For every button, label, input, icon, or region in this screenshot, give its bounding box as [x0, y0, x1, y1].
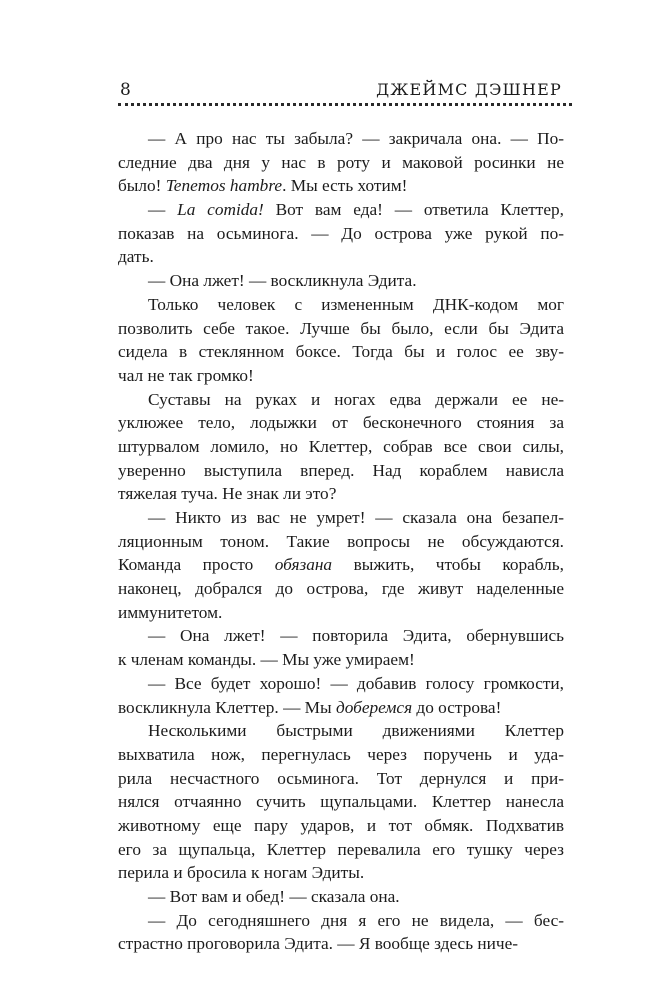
dotted-rule-divider [118, 103, 572, 106]
text-segment: чал не так громко! [118, 365, 254, 385]
text-segment: показав на осьминога. — До острова уже рукой по- [118, 223, 564, 243]
text-line [118, 459, 564, 483]
text-segment: Вот вам еда! — ответила Клеттер, [263, 200, 564, 220]
paragraph [118, 127, 564, 198]
text-line [118, 553, 564, 577]
text-segment: ляционным тоном. Такие вопросы не обсуждаются. [118, 531, 564, 551]
text-segment: уклюжее тело, лодыжки от бесконечного стояния за [118, 413, 564, 433]
paragraph [118, 293, 564, 388]
text-line [118, 482, 564, 506]
text-segment: . Мы есть хотим! [282, 176, 408, 196]
text-line [118, 411, 564, 435]
running-head [118, 78, 570, 102]
text-segment: выжить, чтобы корабль, [332, 555, 564, 575]
text-segment: наконец, добрался до острова, где живут наделенные [118, 579, 564, 599]
text-line [118, 340, 564, 364]
text-line [118, 696, 564, 720]
text-segment: — Все будет хорошо! — добавив голосу громкости, [148, 673, 564, 693]
text-line [118, 601, 564, 625]
text-line [118, 530, 564, 554]
text-segment: штурвалом ломило, но Клеттер, собрав все свои силы, [118, 436, 564, 456]
text-segment: Суставы на руках и ногах едва держали ее не- [148, 389, 564, 409]
text-segment: — Вот вам и обед! — сказала она. [148, 887, 400, 906]
text-line [118, 222, 564, 246]
text-line [118, 364, 564, 388]
text-segment: — Никто из вас не умрет! — сказала она безапел- [148, 508, 564, 527]
text-segment: иммунитетом. [118, 602, 223, 622]
text-segment: уверенно выступила вперед. Над кораблем нависла [118, 460, 564, 480]
paragraph [118, 388, 564, 506]
text-segment: — Она лжет! — повторила Эдита, обернувшись [148, 626, 564, 646]
text-segment: животному еще пару ударов, и тот обмяк. Подхватив [118, 815, 564, 835]
text-segment: сидела в стеклянном боксе. Тогда бы и голос ее зву- [118, 342, 564, 362]
text-segment: Команда просто [118, 555, 275, 575]
text-segment: — А про нас ты забыла? — закричала она. — По- [148, 129, 564, 148]
text-segment: следние два дня у нас в роту и маковой росинки не [118, 152, 564, 172]
text-segment: — [148, 200, 178, 220]
text-segment: выхватила нож, перегнулась через поручень и уда- [118, 744, 564, 764]
italic-text: доберемся [335, 697, 413, 717]
paragraph [118, 672, 564, 719]
italic-text: обязана [274, 555, 333, 575]
text-line [118, 909, 564, 933]
page-number: 8 [120, 80, 131, 100]
text-segment: тяжелая туча. Не знак ли это? [118, 484, 337, 504]
text-line [118, 245, 564, 269]
text-line [118, 198, 564, 222]
text-line [118, 672, 564, 696]
text-line [118, 624, 564, 648]
text-line [118, 577, 564, 601]
text-segment: — До сегодняшнего дня я его не видела, — бес- [148, 910, 564, 930]
text-line [118, 885, 564, 909]
text-segment: страстно проговорила Эдита. — Я вообще здесь ниче- [118, 934, 519, 954]
text-line [118, 269, 564, 293]
text-segment: Только человек с измененным ДНК-кодом мог [148, 294, 564, 314]
text-segment: было! [118, 176, 166, 196]
text-segment: рила несчастного осьминога. Тот дернулся и при- [118, 768, 564, 788]
paragraph [118, 198, 564, 269]
text-segment: позволить себе такое. Лучше бы было, если бы Эдита [118, 318, 564, 338]
paragraph [118, 909, 564, 956]
text-line [118, 174, 564, 198]
text-segment: воскликнула Клеттер. — Мы [118, 697, 336, 717]
body-text [118, 127, 564, 956]
text-line [118, 790, 564, 814]
text-segment: перила и бросила к ногам Эдиты. [118, 863, 365, 883]
paragraph [118, 719, 564, 885]
paragraph [118, 624, 564, 671]
italic-text: Tenemos hambre [165, 176, 283, 196]
text-segment: нялся отчаянно сучить щупальцами. Клеттер нанесла [118, 792, 564, 812]
paragraph [118, 269, 564, 293]
text-line [118, 861, 564, 885]
text-line [118, 388, 564, 412]
text-segment: его за щупальца, Клеттер перевалила его тушку через [118, 839, 564, 859]
paragraph [118, 506, 564, 624]
text-segment: до острова! [412, 697, 502, 717]
text-line [118, 151, 564, 175]
text-line [118, 743, 564, 767]
text-line [118, 932, 564, 956]
paragraph [118, 885, 564, 909]
text-line [118, 435, 564, 459]
text-line [118, 293, 564, 317]
text-line [118, 127, 564, 151]
text-segment: Несколькими быстрыми движениями Клеттер [148, 721, 564, 741]
running-head-author: ДЖЕЙМС ДЭШНЕР [376, 80, 562, 99]
text-segment: дать. [118, 247, 154, 267]
text-line [118, 814, 564, 838]
text-line [118, 838, 564, 862]
text-line [118, 506, 564, 530]
text-segment: к членам команды. — Мы уже умираем! [118, 650, 415, 670]
italic-text: La comida! [177, 200, 264, 220]
text-line [118, 648, 564, 672]
text-line [118, 719, 564, 743]
text-line [118, 317, 564, 341]
text-line [118, 767, 564, 791]
text-segment: — Она лжет! — воскликнула Эдита. [148, 271, 417, 291]
